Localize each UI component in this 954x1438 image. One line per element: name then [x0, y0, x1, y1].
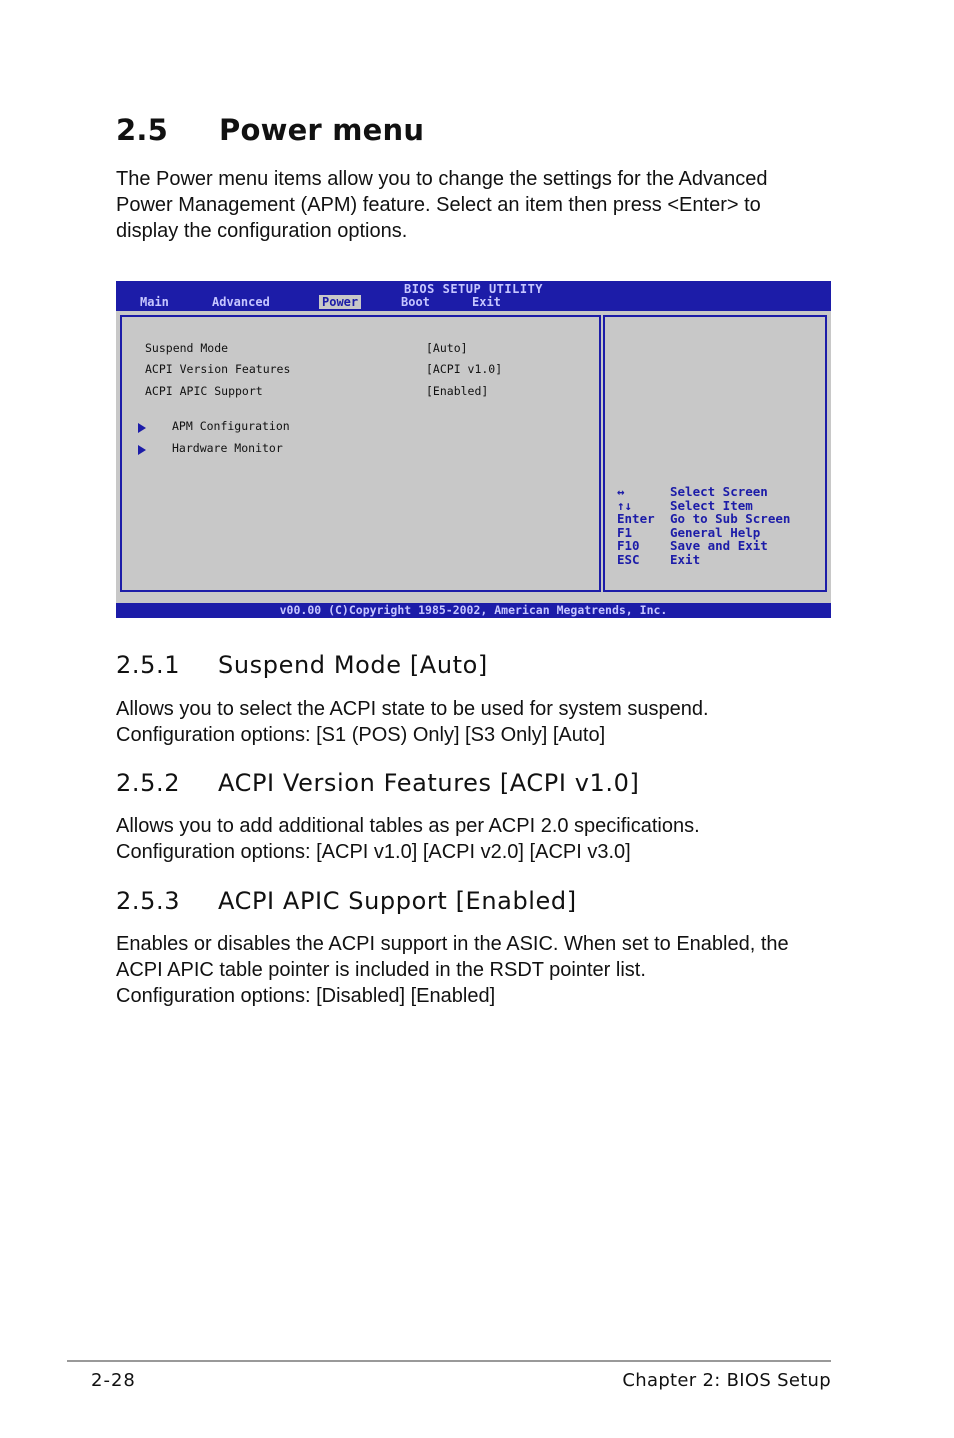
subsection-title-text: Suspend Mode [Auto] — [218, 651, 488, 679]
subsection-number: 2.5.1 — [116, 651, 181, 679]
help-key: ESC — [617, 552, 640, 567]
footer-divider — [67, 1360, 831, 1362]
intro-line: display the configuration options. — [116, 220, 408, 242]
subsection-title — [116, 769, 639, 797]
section-title — [116, 113, 424, 147]
subsection-paragraph — [116, 813, 836, 865]
help-desc: Exit — [670, 552, 701, 567]
bios-settings-panel — [120, 315, 601, 592]
bios-title: BIOS SETUP UTILITY — [403, 282, 544, 296]
help-desc: Go to Sub Screen — [670, 511, 791, 526]
paragraph-line: Allows you to add additional tables as per ACPI 2.0 specifications. — [116, 815, 700, 837]
bios-copyright: v00.00 (C)Copyright 1985-2002, American Megatrends, Inc. — [279, 603, 668, 617]
setting-label-acpi-apic[interactable]: ACPI APIC Support — [145, 384, 263, 398]
intro-line: The Power menu items allow you to change the settings for the Advanced — [116, 168, 768, 190]
paragraph-line: Allows you to select the ACPI state to be used for system suspend. — [116, 698, 709, 720]
setting-label-suspend-mode[interactable]: Suspend Mode — [145, 341, 229, 355]
paragraph-line: Configuration options: [ACPI v1.0] [ACPI v2.0] [ACPI v3.0] — [116, 841, 631, 863]
help-desc: Select Item — [670, 498, 753, 513]
bios-help-panel — [603, 315, 827, 592]
submenu-hardware-monitor[interactable]: Hardware Monitor — [172, 441, 283, 455]
intro-paragraph — [116, 166, 836, 244]
help-key: F1 — [617, 525, 633, 540]
setting-value-suspend-mode[interactable]: [Auto] — [426, 341, 468, 355]
subsection-number: 2.5.3 — [116, 887, 181, 915]
help-desc: Save and Exit — [670, 538, 768, 553]
help-desc: Select Screen — [670, 484, 768, 499]
bios-menu-main[interactable]: Main — [140, 295, 169, 309]
paragraph-line: Configuration options: [Disabled] [Enabled] — [116, 985, 496, 1007]
intro-line: Power Management (APM) feature. Select an item then press <Enter> to — [116, 194, 761, 216]
setting-value-acpi-version[interactable]: [ACPI v1.0] — [426, 362, 503, 376]
subsection-title — [116, 887, 577, 915]
help-key: Enter — [617, 511, 655, 526]
bios-menu-exit[interactable]: Exit — [472, 295, 501, 309]
help-key: ↑↓ — [617, 498, 633, 513]
bios-status-bar — [116, 603, 831, 618]
subsection-number: 2.5.2 — [116, 769, 181, 797]
help-desc: General Help — [670, 525, 761, 540]
setting-label-acpi-version[interactable]: ACPI Version Features — [145, 362, 291, 376]
bios-menu-advanced[interactable]: Advanced — [212, 295, 270, 309]
bios-screenshot — [116, 281, 831, 618]
submenu-apm-configuration[interactable]: APM Configuration — [172, 419, 290, 433]
setting-value-acpi-apic[interactable]: [Enabled] — [426, 384, 489, 398]
bios-menu-power[interactable]: Power — [319, 295, 361, 309]
submenu-arrow-icon — [138, 445, 146, 455]
subsection-title-text: ACPI Version Features [ACPI v1.0] — [218, 769, 640, 797]
help-key: F10 — [617, 538, 640, 553]
paragraph-line: ACPI APIC table pointer is included in the RSDT pointer list. — [116, 959, 646, 981]
subsection-paragraph — [116, 696, 836, 748]
subsection-paragraph — [116, 931, 836, 1009]
paragraph-line: Configuration options: [S1 (POS) Only] [S3 Only] [Auto] — [116, 724, 606, 746]
paragraph-line: Enables or disables the ACPI support in the ASIC. When set to Enabled, the — [116, 933, 789, 955]
subsection-title-text: ACPI APIC Support [Enabled] — [218, 887, 577, 915]
page-number: 2-28 — [91, 1370, 136, 1391]
submenu-arrow-icon — [138, 423, 146, 433]
help-key: ↔ — [617, 484, 625, 499]
bios-menu-bar — [116, 281, 831, 311]
chapter-label: Chapter 2: BIOS Setup — [622, 1370, 831, 1391]
subsection-title — [116, 651, 488, 679]
bios-menu-boot[interactable]: Boot — [401, 295, 430, 309]
section-title-text: Power menu — [219, 113, 425, 147]
section-number: 2.5 — [116, 113, 168, 147]
